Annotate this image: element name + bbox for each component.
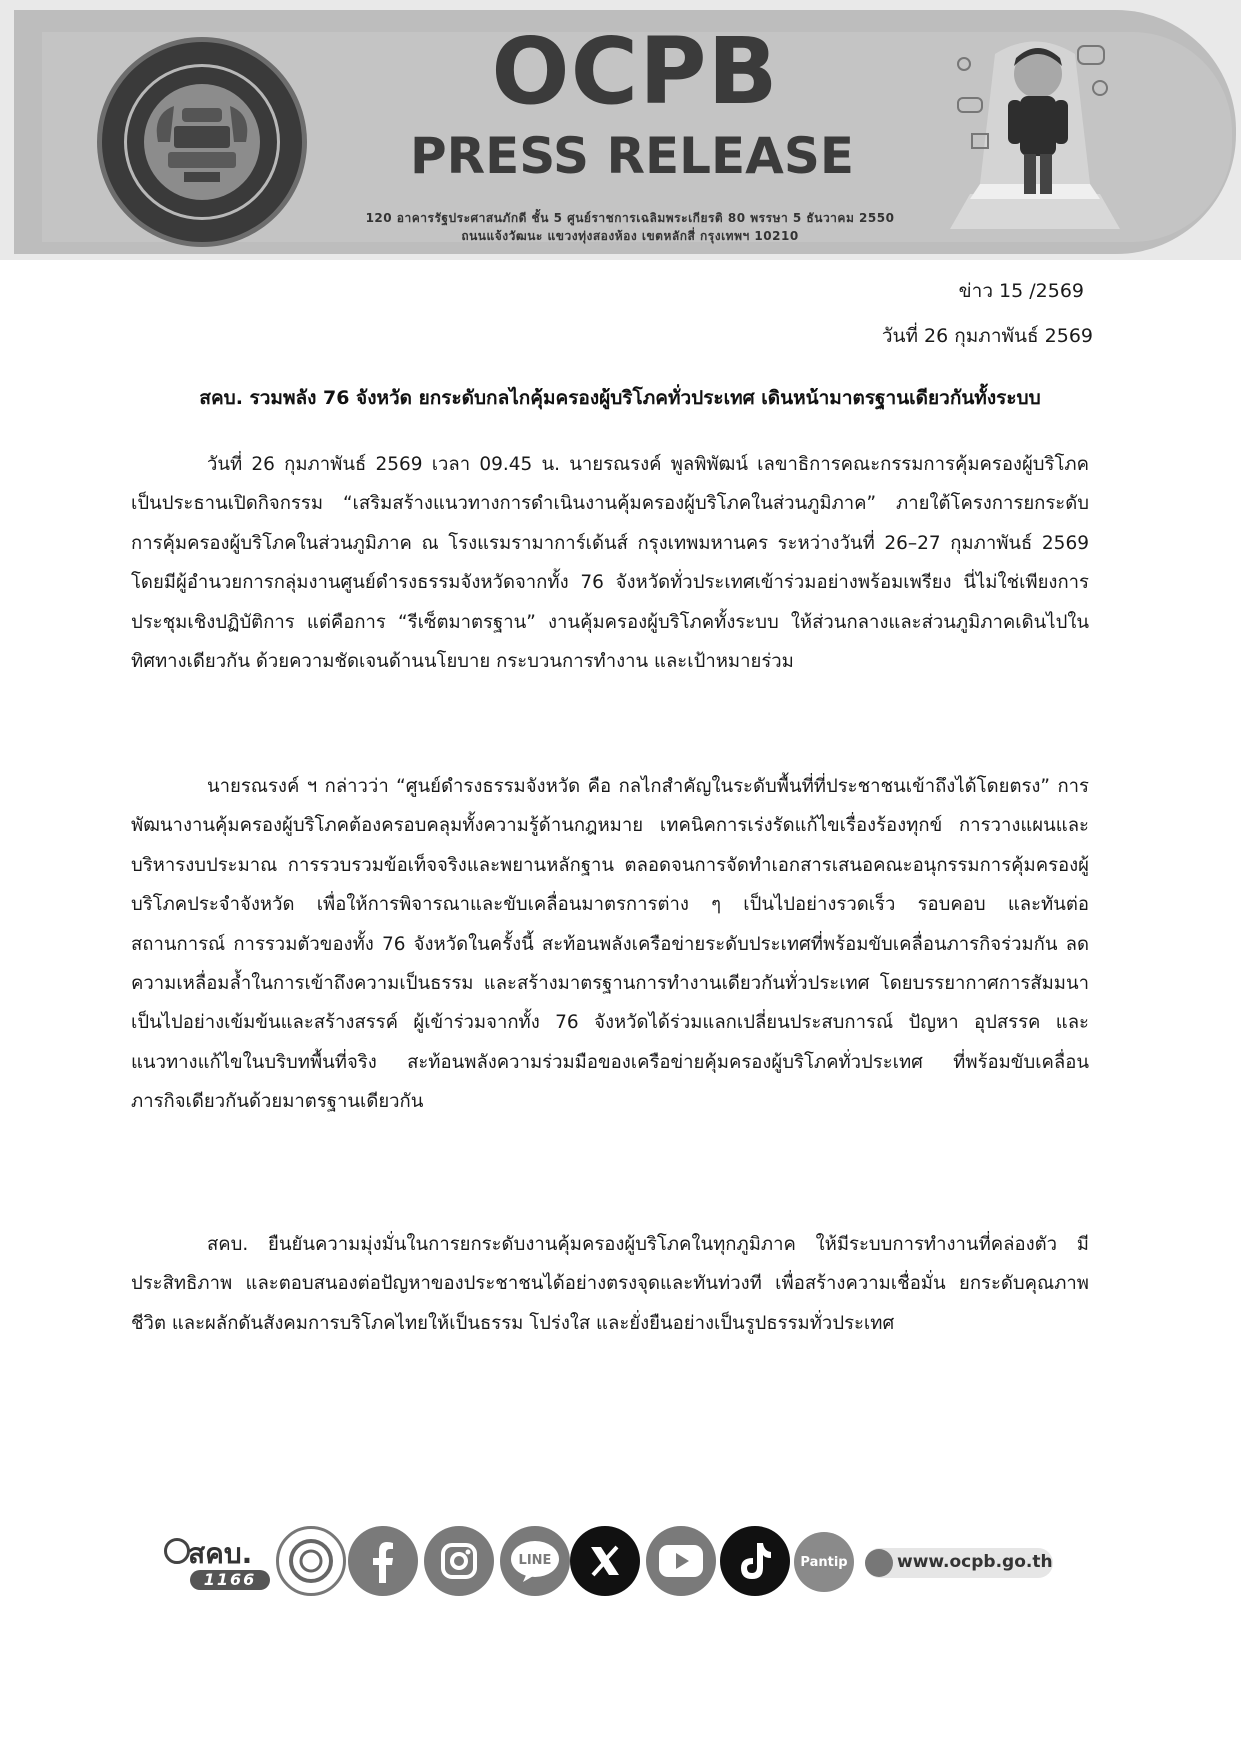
seal-emblem [144, 84, 260, 200]
pantip-label: Pantip [800, 1554, 848, 1570]
line-label: LINE [518, 1553, 552, 1568]
website-link[interactable] [865, 1548, 1053, 1578]
press-release-banner [0, 0, 1241, 260]
headline: สคบ. รวมพลัง 76 จังหวัด ยกระดับกลไกคุ้มครองผู้บริโภคทั่วประเทศ เดินหน้ามาตรฐานเดียวกันทั้งระบบ [199, 387, 1041, 409]
globe-icon [865, 1549, 893, 1577]
ocpb-hotline-logo[interactable] [162, 1532, 272, 1592]
address-line-1: 120 อาคารรัฐประศาสนภักดี ชั้น 5 ศูนย์ราชการเฉลิมพระเกียรติ 80 พรรษา 5 ธันวาคม 2550 [365, 211, 895, 225]
body-paragraph-2: นายรณรงค์ ฯ กล่าวว่า “ศูนย์ดำรงธรรมจังหวัด คือ กลไกสำคัญในระดับพื้นที่ที่ประชาชนเข้าถึงได้โดยตรง” การพัฒนางานคุ้มครองผู้บริโภคต้องครอบคลุมทั้งความรู้ด้านกฎหมาย เทคนิคการเร่งรัดแก้ไขเรื่องร้องทุกข์ การวางแผนและบริหารงบประมาณ การรวบรวมข้อเท็จจริงและพยานหลักฐาน ตลอดจนการจัดทำเอกสารเสนอคณะอนุกรรมการคุ้มครองผู้บริโภคประจำจังหวัด เพื่อให้การพิจารณาและขับเคลื่อนมาตรการต่าง ๆ เป็นไปอย่างรวดเร็ว รอบคอบ และทันต่อสถานการณ์ การรวมตัวของทั้ง 76 จังหวัดในครั้งนี้ สะท้อนพลังเครือข่ายระดับประเทศที่พร้อมขับเคลื่อนภารกิจร่วมกัน ลดความเหลื่อมล้ำในการเข้าถึงความเป็นธรรม และสร้างมาตรฐานการทำงานเดียวกันทั่วประเทศ โดยบรรยากาศการสัมมนาเป็นไปอย่างเข้มข้นและสร้างสรรค์ ผู้เข้าร่วมจากทั้ง 76 จังหวัดได้ร่วมแลกเปลี่ยนประสบการณ์ ปัญหา อุปสรรค และแนวทางแก้ไขในบริบทพื้นที่จริง สะท้อนพลังความร่วมมือของเครือข่ายคุ้มครองผู้บริโภคทั่วประเทศ ที่พร้อมขับเคลื่อนภารกิจเดียวกันด้วยมาตรฐานเดียวกัน [131, 776, 1089, 1113]
press-release-subtitle: PRESS RELEASE [409, 127, 855, 185]
phone-icon [164, 1538, 190, 1564]
line-icon[interactable] [500, 1526, 570, 1596]
news-number: ข่าว 15 /2569 [958, 280, 1084, 302]
instagram-icon[interactable] [424, 1526, 494, 1596]
ocpb-thai-abbrev: สคบ. [188, 1537, 253, 1570]
mascot-illustration [950, 34, 1120, 234]
social-links-bar [162, 1522, 1062, 1602]
website-url: www.ocpb.go.th [897, 1552, 1053, 1572]
x-icon[interactable] [570, 1526, 640, 1596]
body-paragraph-3: สคบ. ยืนยันความมุ่งมั่นในการยกระดับงานคุ้มครองผู้บริโภคในทุกภูมิภาค ให้มีระบบการทำงานที่คล่องตัว มีประสิทธิภาพ และตอบสนองต่อปัญหาของประชาชนได้อย่างตรงจุดและทันท่วงที เพื่อสร้างความเชื่อมั่น ยกระดับคุณภาพชีวิต และผลักดันสังคมการบริโภคไทยให้เป็นธรรม โปร่งใส และยั่งยืนอย่างเป็นรูปธรรมทั่วประเทศ [131, 1234, 1089, 1334]
address-line-2: ถนนแจ้งวัฒนะ แขวงทุ่งสองห้อง เขตหลักสี่ กรุงเทพฯ 10210 [461, 229, 799, 243]
ocpb-seal-logo [102, 42, 302, 242]
body-paragraph-1: วันที่ 26 กุมภาพันธ์ 2569 เวลา 09.45 น. นายรณรงค์ พูลพิพัฒน์ เลขาธิการคณะกรรมการคุ้มครองผู้บริโภค เป็นประธานเปิดกิจกรรม “เสริมสร้างแนวทางการดำเนินงานคุ้มครองผู้บริโภคในส่วนภูมิภาค” ภายใต้โครงการยกระดับการคุ้มครองผู้บริโภคในส่วนภูมิภาค ณ โรงแรมรามาการ์เด้นส์ กรุงเทพมหานคร ระหว่างวันที่ 26–27 กุมภาพันธ์ 2569 โดยมีผู้อำนวยการกลุ่มงานศูนย์ดำรงธรรมจังหวัดจากทั้ง 76 จังหวัดทั่วประเทศเข้าร่วมอย่างพร้อมเพรียง นี่ไม่ใช่เพียงการประชุมเชิงปฏิบัติการ แต่คือการ “รีเซ็ตมาตรฐาน” งานคุ้มครองผู้บริโภคทั้งระบบ ให้ส่วนกลางและส่วนภูมิภาคเดินไปในทิศทางเดียวกัน ด้วยความชัดเจนด้านนโยบาย กระบวนการทำงาน และเป้าหมายร่วม [131, 454, 1089, 673]
hotline-number: 1166 [190, 1570, 270, 1590]
pantip-icon[interactable] [794, 1532, 854, 1592]
release-date: วันที่ 26 กุมภาพันธ์ 2569 [881, 325, 1093, 347]
ocpb-logo-icon[interactable] [276, 1526, 346, 1596]
tiktok-icon[interactable] [720, 1526, 790, 1596]
facebook-icon[interactable] [348, 1526, 418, 1596]
youtube-icon[interactable] [646, 1526, 716, 1596]
brand-title: OCPB [491, 18, 779, 125]
